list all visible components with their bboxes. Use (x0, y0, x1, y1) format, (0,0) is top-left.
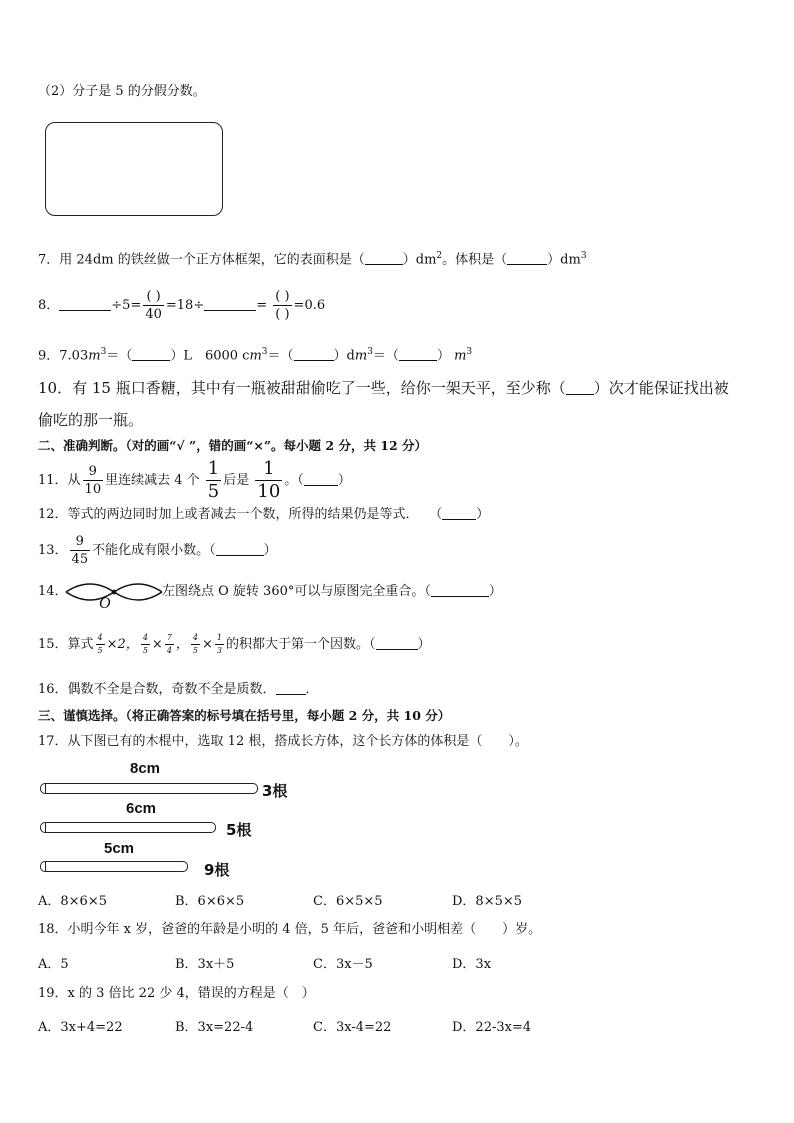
answer-box (45, 122, 223, 216)
stick-8cm-count: 3根 (262, 782, 288, 800)
rotation-point (112, 590, 117, 595)
q15-times-a: × (151, 637, 163, 652)
q8-number: 8． (38, 298, 60, 313)
question-12 (38, 505, 489, 525)
q15-t3-den: 4 (166, 646, 172, 655)
q15-term-1 (96, 634, 105, 655)
q13-number: 13． (38, 543, 68, 558)
question-11 (38, 460, 351, 501)
q7-sup-2: 2 (436, 251, 443, 261)
q7-number: 7． (38, 252, 60, 268)
q15-t1-num: 4 (96, 634, 105, 645)
question-14-text (162, 582, 502, 602)
q13-text: 不能化成有限小数。（ (92, 543, 216, 558)
question-6-part-2: （2）分子是 5 的分假分数。 (38, 84, 206, 99)
q9-unit-m-3: m (354, 348, 368, 364)
q15-term-3 (165, 634, 174, 655)
q14-close: ） (488, 584, 502, 599)
q7-blank-volume[interactable] (507, 250, 547, 265)
q9-c: ）L 6000 c (170, 348, 250, 364)
q11-fraction-3 (255, 460, 282, 501)
q9-blank-1[interactable] (132, 346, 170, 361)
question-13 (38, 532, 277, 570)
q15-term-5 (215, 634, 224, 655)
q15-t4-num: 4 (191, 634, 200, 645)
q11-f3-num: 1 (255, 460, 282, 481)
question-18: 18．小明今年 x 岁，爸爸的年龄是小明的 4 倍，5 年后，爸爸和小明相差（ ）岁。 (38, 922, 542, 937)
question-10-line-1 (38, 378, 729, 398)
q8-end: =0.6 (293, 298, 326, 313)
q9-f: ＝（ (372, 348, 399, 364)
q14-text: 左图绕点 O 旋转 360°可以与原图完全重合。（ (162, 584, 431, 599)
q11-close: ） (337, 473, 351, 488)
q16-text: 16．偶数不全是合数，奇数不全是质数． (38, 682, 276, 697)
stick-5cm (40, 861, 188, 872)
q15-times2: ×2， (106, 637, 139, 652)
q11-text-a: 11．从 (38, 473, 81, 488)
q12-text: 12．等式的两边同时加上或者减去一个数，所得的结果仍是等式． (38, 507, 413, 522)
q15-blank[interactable] (376, 635, 418, 650)
q15-num: 15．算式 (38, 637, 94, 652)
q15-term-2 (141, 634, 150, 655)
q16-blank[interactable] (276, 680, 306, 695)
q15-t5-num: 1 (215, 634, 224, 645)
q15-t2-den: 5 (142, 646, 148, 655)
q8-div5: ÷5= (111, 298, 142, 313)
q8-frac2-num[interactable]: ( ) (275, 289, 290, 304)
q11-end: 。（ (284, 473, 304, 488)
q11-f1-den: 10 (84, 482, 102, 497)
q15-t2-num: 4 (141, 634, 150, 645)
q14-blank[interactable] (431, 582, 489, 597)
question-9 (38, 342, 472, 366)
q9-sup-4: 3 (466, 347, 473, 357)
question-15 (38, 634, 431, 655)
q9-unit-m-1: m (88, 348, 101, 364)
question-10-line-2: 偷吃的那一瓶。 (38, 411, 144, 429)
q15-sep: ， (175, 637, 189, 652)
q13-f-den: 45 (71, 552, 89, 567)
q7-sup-3: 3 (580, 251, 587, 261)
q8-frac1-num[interactable]: ( ) (143, 290, 164, 306)
point-o-label: O (99, 595, 111, 612)
q16-end: ． (305, 682, 319, 697)
q18-option-c[interactable]: C．3x－5 (313, 957, 373, 972)
q9-b: ＝（ (106, 348, 133, 364)
rotation-figure (62, 578, 166, 612)
q9-number: 9． (38, 348, 60, 364)
q8-frac1-den: 40 (145, 307, 162, 322)
q18-option-a[interactable]: A．5 (38, 957, 69, 972)
q11-f1-num: 9 (83, 465, 104, 481)
q10-text-a: 10．有 15 瓶口香糖，其中有一瓶被甜甜偷吃了一些，给你一架天平，至少称（ (38, 379, 566, 397)
q9-g: ） (436, 348, 450, 364)
q7-text-a: 用 24dm 的铁丝做一个正方体框架，它的表面积是（ (59, 252, 365, 268)
q9-sup-2: 3 (261, 347, 268, 357)
q11-fraction-2 (206, 460, 221, 501)
q9-unit-m-2: m (249, 348, 262, 364)
q7-blank-area[interactable] (365, 250, 403, 265)
q13-fraction (70, 535, 91, 566)
q7-text-c: 。体积是（ (442, 252, 508, 268)
stick-8cm-label: 8cm (130, 760, 161, 777)
q8-mid: =18÷ (165, 298, 205, 313)
q10-blank[interactable] (566, 380, 594, 395)
q7-text-d: ）dm (547, 252, 581, 268)
q8-blank-2[interactable] (204, 296, 256, 311)
q12-blank[interactable] (442, 505, 476, 520)
q18-option-b[interactable]: B．3x＋5 (175, 957, 235, 972)
q15-term-4 (191, 634, 200, 655)
q12-open: （ (429, 507, 443, 522)
q10-text-b: ）次才能保证找出被 (593, 379, 729, 397)
stick-6cm-count: 5根 (226, 821, 252, 839)
q15-text: 的积都大于第一个因数。（ (226, 637, 376, 652)
stick-5cm-count: 9根 (204, 861, 230, 879)
question-19: 19．x 的 3 倍比 22 少 4，错误的方程是（ ） (38, 986, 315, 1001)
q9-blank-2[interactable] (294, 346, 334, 361)
q12-close: ） (476, 507, 490, 522)
q11-f2-den: 5 (207, 481, 220, 502)
q15-t1-den: 5 (97, 646, 103, 655)
q13-close: ） (263, 543, 277, 558)
q7-text-b: ）dm (402, 252, 437, 268)
q13-blank[interactable] (216, 541, 264, 556)
q9-blank-3[interactable] (399, 346, 437, 361)
q17-option-c[interactable]: C．6×5×5 (313, 894, 383, 909)
q9-unit-m-4: m (454, 348, 467, 364)
question-16 (38, 680, 319, 700)
q8-fraction-2 (273, 290, 291, 321)
question-17: 17．从下图已有的木棍中，选取 12 根，搭成长方体，这个长方体的体积是（ ）。 (38, 734, 528, 749)
q8-eq: = (256, 298, 268, 313)
q19-option-a[interactable]: A．3x+4=22 (38, 1020, 123, 1035)
q11-blank[interactable] (304, 471, 338, 486)
q8-frac2-den[interactable]: ( ) (275, 307, 290, 322)
q15-t4-den: 5 (192, 646, 199, 655)
q11-after: 后是 (223, 473, 250, 488)
q11-f3-den: 10 (257, 481, 281, 502)
stick-8cm (40, 783, 258, 794)
q9-e: ）d (333, 348, 355, 364)
q19-option-b[interactable]: B．3x=22-4 (175, 1020, 254, 1035)
q19-option-d[interactable]: D．22-3x=4 (452, 1020, 532, 1035)
q8-fraction-1 (143, 290, 164, 321)
q17-option-a[interactable]: A．8×6×5 (38, 894, 107, 909)
question-7 (38, 246, 587, 270)
question-8 (38, 290, 325, 321)
q11-mid: 里连续减去 4 个 (105, 473, 200, 488)
q19-option-c[interactable]: C．3x-4=22 (313, 1020, 392, 1035)
q15-t3-num: 7 (165, 634, 174, 645)
q9-sup-3: 3 (367, 347, 373, 357)
q9-value: 7.03 (59, 348, 89, 364)
q18-option-d[interactable]: D．3x (452, 957, 492, 972)
q17-option-b[interactable]: B．6×6×5 (175, 894, 245, 909)
stick-6cm (40, 822, 216, 833)
q17-option-d[interactable]: D．8×5×5 (452, 894, 523, 909)
q11-fraction-1 (83, 465, 104, 496)
stick-5cm-label: 5cm (104, 840, 135, 857)
q13-f-num: 9 (70, 535, 91, 551)
q9-sup-1: 3 (100, 347, 107, 357)
q14-number: 14． (38, 584, 68, 599)
stick-6cm-label: 6cm (126, 800, 157, 817)
section-2-heading: 二、准确判断。（对的画“√ ”，错的画“×”。每小题 2 分，共 12 分） (38, 438, 428, 453)
section-3-heading: 三、谨慎选择。（将正确答案的标号填在括号里，每小题 2 分，共 10 分） (38, 708, 451, 723)
q9-d: ＝（ (267, 348, 294, 364)
q15-close: ） (417, 637, 431, 652)
q11-f2-num: 1 (207, 458, 220, 479)
q8-blank-1[interactable] (59, 296, 111, 311)
q15-times-b: × (202, 637, 213, 652)
q15-t5-den: 3 (216, 646, 223, 655)
